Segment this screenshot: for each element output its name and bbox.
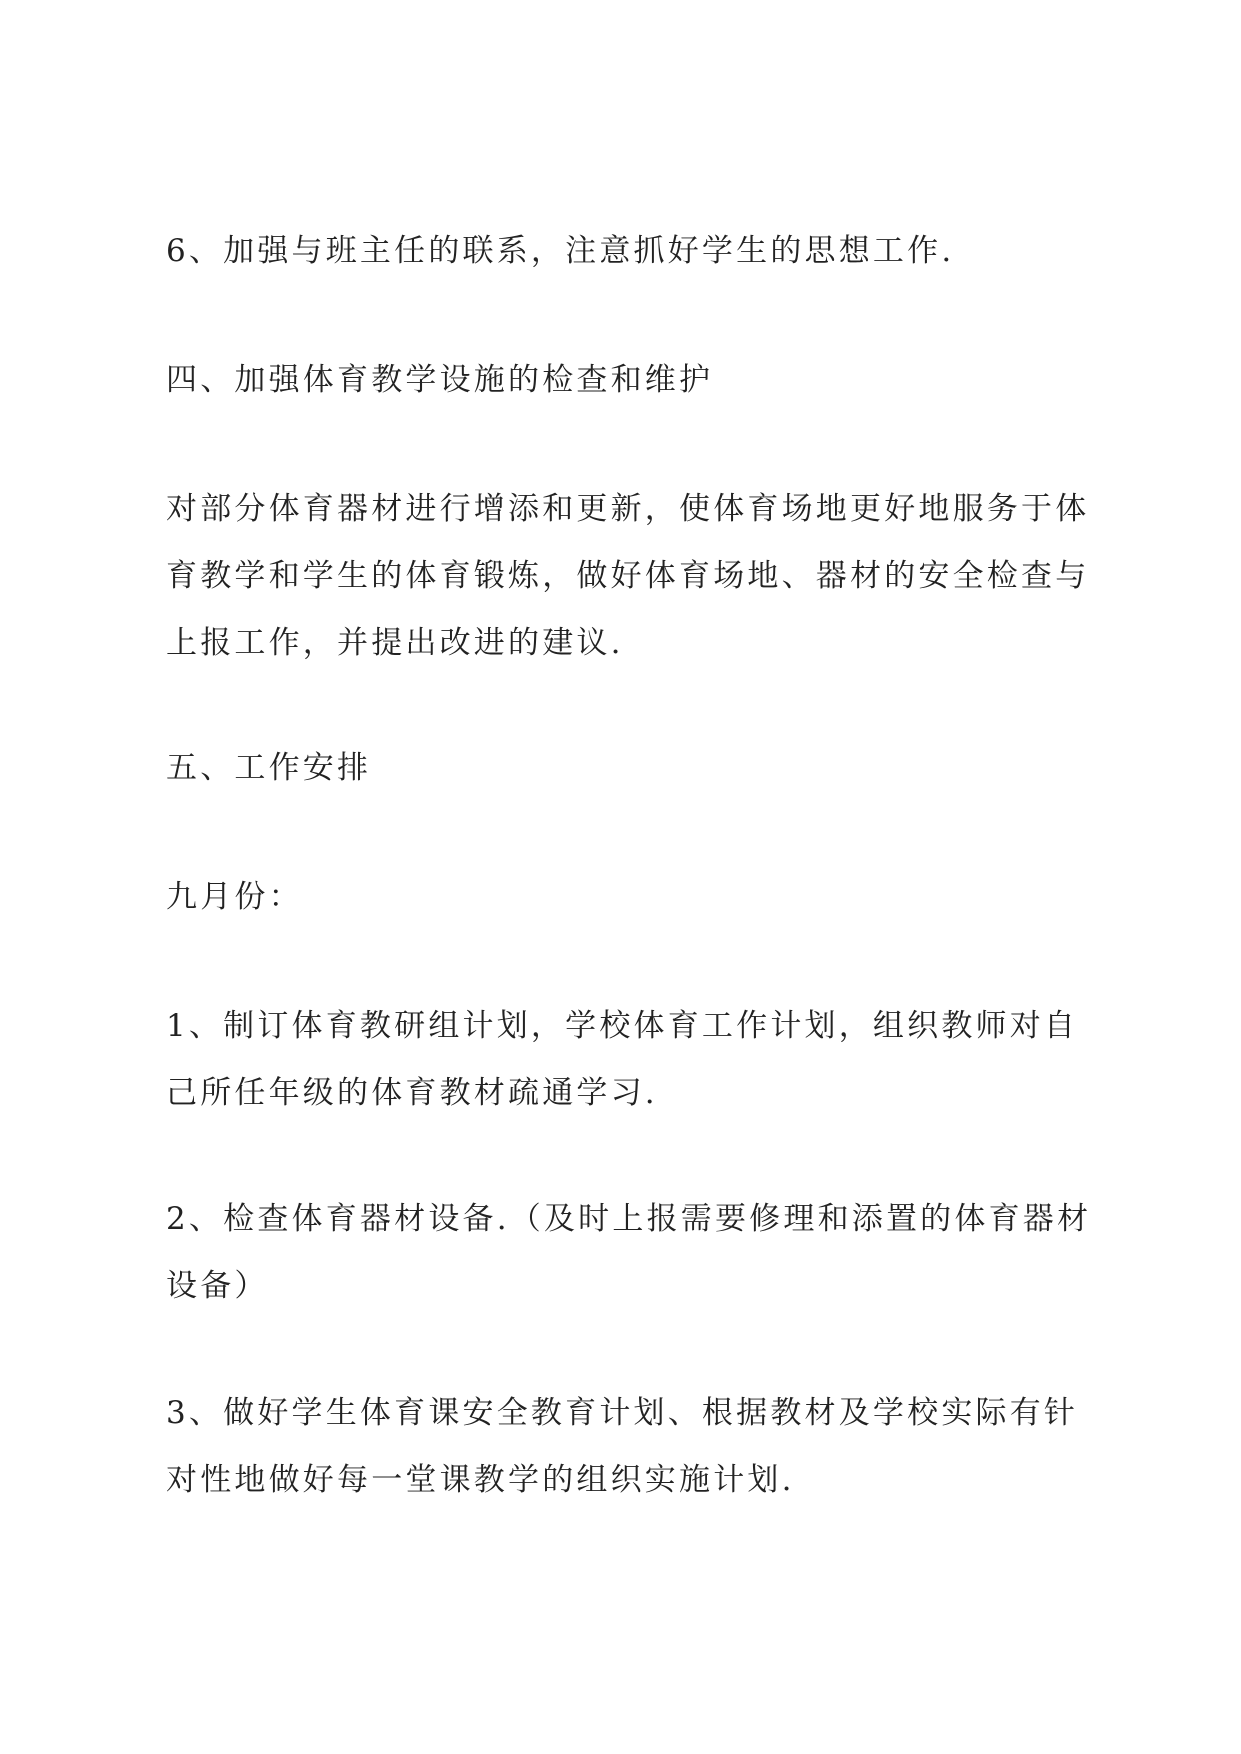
section-heading-facilities: 四、加强体育教学设施的检查和维护 <box>166 362 714 398</box>
month-heading-september: 九月份： <box>166 879 303 915</box>
paragraph-facilities: 对部分体育器材进行增添和更新，使体育场地更好地服务于体育教学和学生的体育锻炼，做好体育场地、器材的安全检查与上报工作，并提出改进的建议. <box>166 491 1090 661</box>
schedule-item-2: 2、检查体育器材设备.（及时上报需要修理和添置的体育器材设备） <box>166 1201 1092 1304</box>
paragraph-item-6: 6、加强与班主任的联系，注意抓好学生的思想工作. <box>166 233 955 269</box>
schedule-item-1: 1、制订体育教研组计划，学校体育工作计划，组织教师对自己所任年级的体育教材疏通学习. <box>166 1008 1079 1111</box>
section-heading-schedule: 五、工作安排 <box>166 750 372 786</box>
schedule-item-3: 3、做好学生体育课安全教育计划、根据教材及学校实际有针对性地做好每一堂课教学的组织实施计划. <box>166 1395 1079 1498</box>
